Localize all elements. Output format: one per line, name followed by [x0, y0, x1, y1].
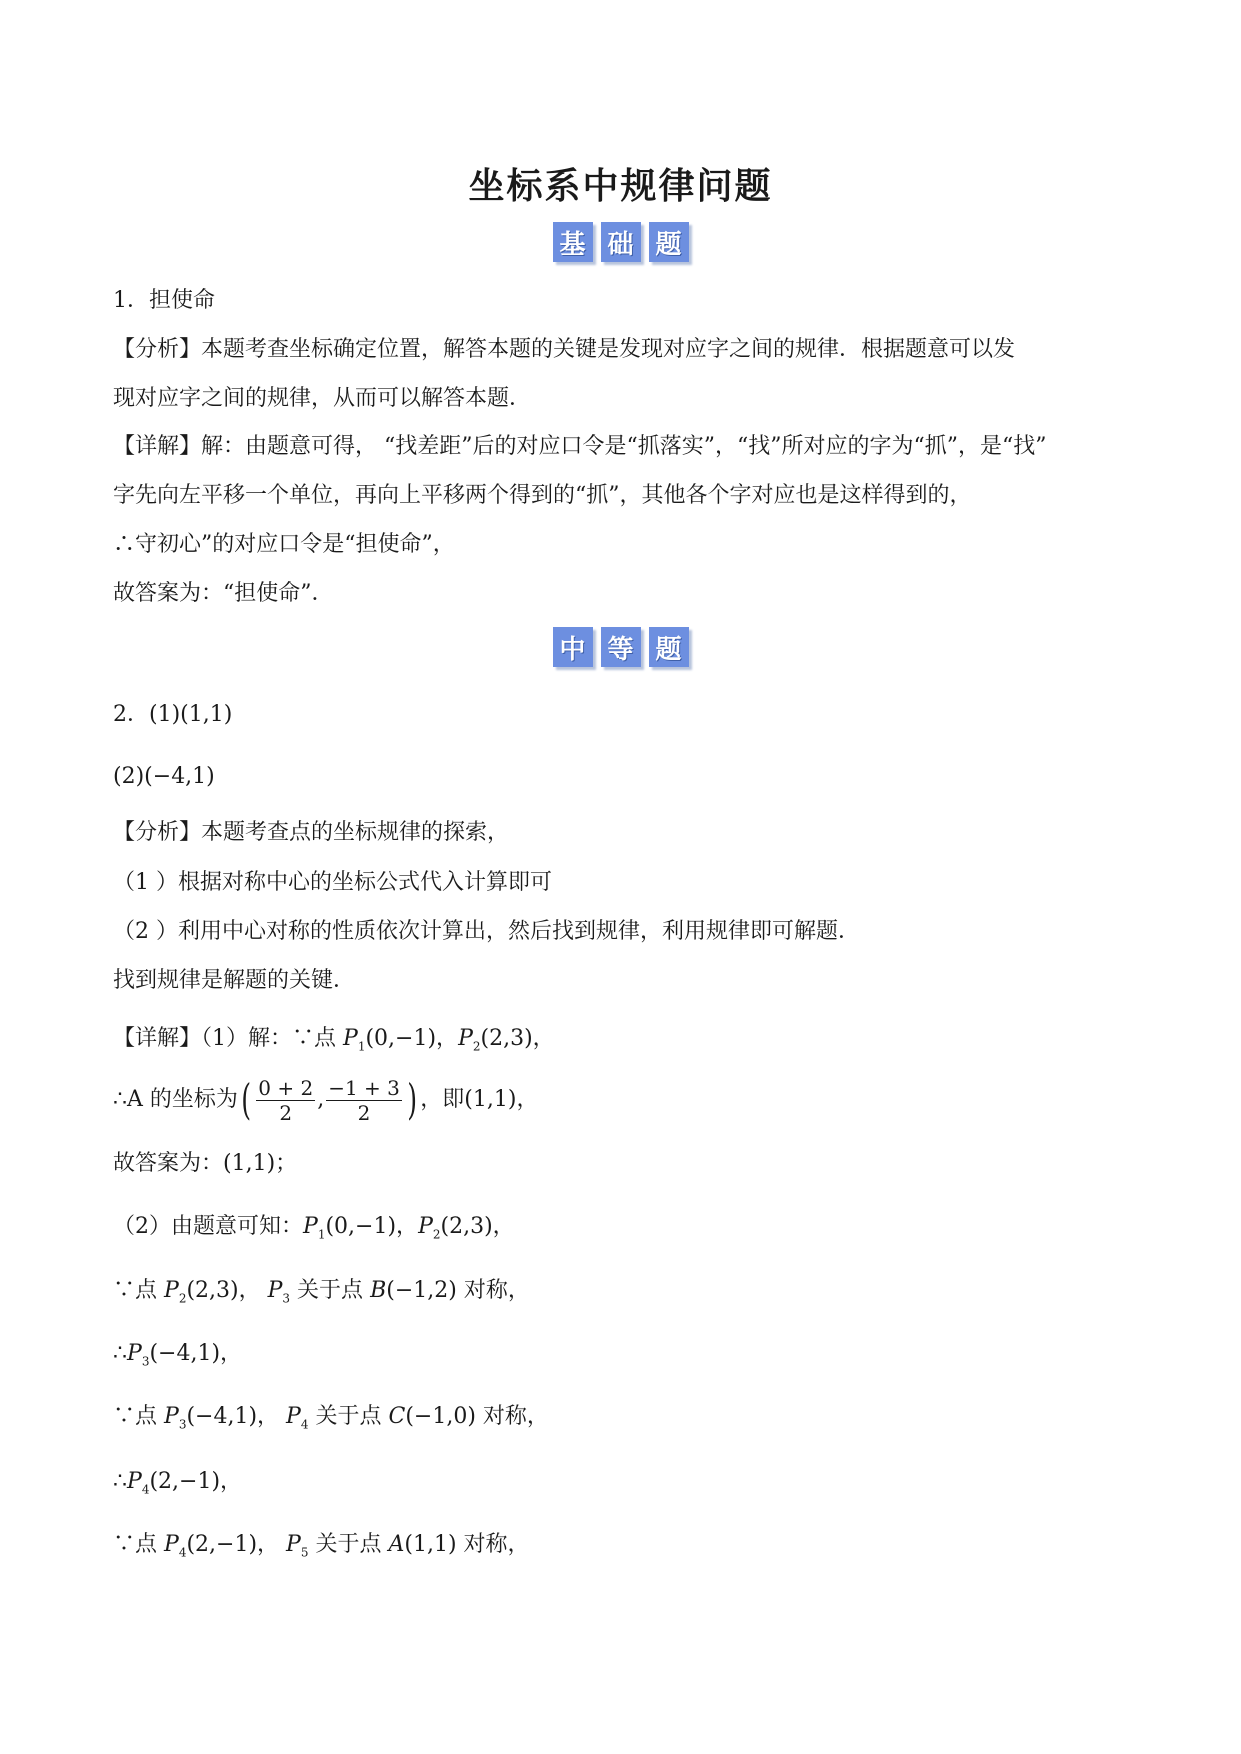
q2-analysis-line-4: 找到规律是解题的关键．	[113, 968, 356, 993]
q2-analysis-line-3: （2 ）利用中心对称的性质依次计算出，然后找到规律，利用规律即可解题．	[113, 919, 860, 944]
subscript: 2	[178, 1291, 187, 1306]
coord-value: (1,1)	[464, 1087, 517, 1112]
point-symbol: P	[458, 1026, 473, 1051]
section-badge-medium	[0, 627, 1241, 667]
point-symbol: P	[303, 1214, 318, 1239]
subscript: 4	[178, 1545, 187, 1560]
relation-text: 关于点	[308, 1532, 389, 1557]
point-symbol: P	[164, 1532, 179, 1557]
formula-connector: ，即	[420, 1087, 465, 1112]
separator: ，	[492, 1214, 515, 1239]
fraction-numerator: −1 + 3	[328, 1075, 400, 1100]
coord-value: (2,3)	[186, 1278, 239, 1303]
coord-value: (2,−1)	[186, 1532, 258, 1557]
q1-heading: 1．担使命	[113, 288, 215, 313]
subscript: 4	[141, 1482, 150, 1497]
q1-answer: 故答案为：“担使命”．	[113, 581, 334, 606]
point-symbol: P	[286, 1404, 301, 1429]
point-symbol: P	[286, 1532, 301, 1557]
q2-part2-answer	[113, 762, 215, 792]
coord-value: (1,1)	[223, 1151, 276, 1176]
q2-analysis-line-1: 【分析】本题考查点的坐标规律的探索，	[113, 820, 510, 845]
page-title: 坐标系中规律问题	[468, 166, 773, 207]
midpoint-expression	[238, 1076, 420, 1125]
fraction-denominator: 2	[357, 1100, 371, 1125]
part-label: (2)	[113, 764, 145, 789]
relation-end: 对称，	[456, 1532, 530, 1557]
q2-symmetry-line-3	[113, 1530, 530, 1567]
separator: ，	[238, 1278, 268, 1303]
badge-tile: 题	[649, 627, 689, 667]
q2-midpoint-formula	[113, 1070, 538, 1130]
subscript: 3	[141, 1354, 150, 1369]
fraction-denominator: 2	[279, 1100, 293, 1125]
subscript: 2	[432, 1227, 441, 1242]
subscript: 1	[317, 1227, 326, 1242]
separator: ；	[275, 1151, 298, 1176]
q2-answer-1	[113, 1149, 297, 1179]
point-symbol: P	[164, 1278, 179, 1303]
coord-value: (1,1)	[404, 1532, 457, 1557]
relation-end: 对称，	[456, 1278, 530, 1303]
coord-value: (2,−1)	[149, 1469, 221, 1494]
subscript: 3	[178, 1417, 187, 1432]
fraction-numerator: 0 + 2	[258, 1075, 314, 1100]
q2-result-p4	[113, 1467, 242, 1504]
badge-tile: 等	[601, 627, 641, 667]
coord-value: (0,−1)	[365, 1026, 437, 1051]
badge-tile: 中	[553, 627, 593, 667]
open-paren: (	[241, 1075, 252, 1124]
separator: ，	[436, 1026, 459, 1051]
point-symbol: B	[370, 1278, 387, 1303]
point-symbol: A	[388, 1532, 405, 1557]
separator: ，	[257, 1404, 287, 1429]
q2-heading: 2．(1)	[113, 702, 181, 727]
separator: ，	[532, 1026, 555, 1051]
section-badge-basic	[0, 222, 1241, 262]
therefore-symbol: ∴	[113, 1341, 127, 1366]
subscript: 3	[282, 1291, 291, 1306]
separator: ，	[257, 1532, 287, 1557]
because-text: ∵点	[113, 1532, 164, 1557]
answer-label: 故答案为：	[113, 1151, 224, 1176]
because-text: ∵点	[113, 1404, 164, 1429]
q2-result-p3	[113, 1339, 242, 1376]
point-symbol: P	[127, 1469, 142, 1494]
separator: ,	[317, 1087, 325, 1112]
close-paren: )	[407, 1075, 418, 1124]
badge-tile: 基	[553, 222, 593, 262]
coord-value: (−4,1)	[149, 1341, 221, 1366]
coord-value: (2,3)	[480, 1026, 533, 1051]
separator: ，	[396, 1214, 419, 1239]
coord-value: (−4,1)	[144, 764, 215, 789]
subscript: 5	[300, 1545, 309, 1560]
point-symbol: P	[418, 1214, 433, 1239]
q1-detail-line-3: ∴守初心”的对应口令是“担使命”，	[113, 532, 455, 557]
q1-analysis-line-2: 现对应字之间的规律，从而可以解答本题．	[113, 386, 532, 411]
separator: ，	[516, 1087, 539, 1112]
point-symbol: P	[164, 1404, 179, 1429]
q2-detail-line-1	[113, 1024, 555, 1061]
separator: ，	[220, 1469, 243, 1494]
q1-analysis-line-1: 【分析】本题考查坐标确定位置，解答本题的关键是发现对应字之间的规律．根据题意可以发	[113, 337, 1016, 362]
coord-value: (−1,0)	[405, 1404, 476, 1429]
q1-detail-line-1: 【详解】解：由题意可得， “找差距”后的对应口令是“抓落实”，“找”所对应的字为“抓”，是“找”	[113, 434, 1047, 459]
subscript: 4	[300, 1417, 309, 1432]
detail-label: 【详解】（1）解：∵点	[113, 1026, 343, 1051]
coord-value: (1,1)	[180, 702, 233, 727]
formula-label: ∴A 的坐标为	[113, 1087, 238, 1112]
badge-tile: 础	[601, 222, 641, 262]
coord-value: (2,3)	[440, 1214, 493, 1239]
step-label: （2）由题意可知：	[113, 1214, 303, 1239]
point-symbol: P	[127, 1341, 142, 1366]
coord-value: (−1,2)	[386, 1278, 457, 1303]
relation-text: 关于点	[290, 1278, 371, 1303]
q2-step2-line	[113, 1212, 515, 1249]
point-symbol: C	[388, 1404, 406, 1429]
point-symbol: P	[267, 1278, 283, 1303]
relation-text: 关于点	[308, 1404, 389, 1429]
q2-symmetry-line-1	[113, 1276, 530, 1313]
q2-analysis-line-2: （1 ）根据对称中心的坐标公式代入计算即可	[113, 870, 552, 895]
point-symbol: P	[343, 1026, 358, 1051]
separator: ，	[220, 1341, 243, 1366]
q2-part1-answer	[113, 700, 232, 730]
q1-detail-line-2: 字先向左平移一个单位，再向上平移两个得到的“抓”，其他各个字对应也是这样得到的，	[113, 483, 972, 508]
coord-value: (0,−1)	[325, 1214, 397, 1239]
relation-end: 对称，	[475, 1404, 549, 1429]
therefore-symbol: ∴	[113, 1469, 127, 1494]
subscript: 2	[472, 1039, 481, 1054]
fraction	[256, 1076, 315, 1125]
fraction	[326, 1076, 402, 1125]
subscript: 1	[357, 1039, 366, 1054]
badge-tile: 题	[649, 222, 689, 262]
coord-value: (−4,1)	[186, 1404, 258, 1429]
because-text: ∵点	[113, 1278, 164, 1303]
q2-symmetry-line-2	[113, 1402, 549, 1439]
